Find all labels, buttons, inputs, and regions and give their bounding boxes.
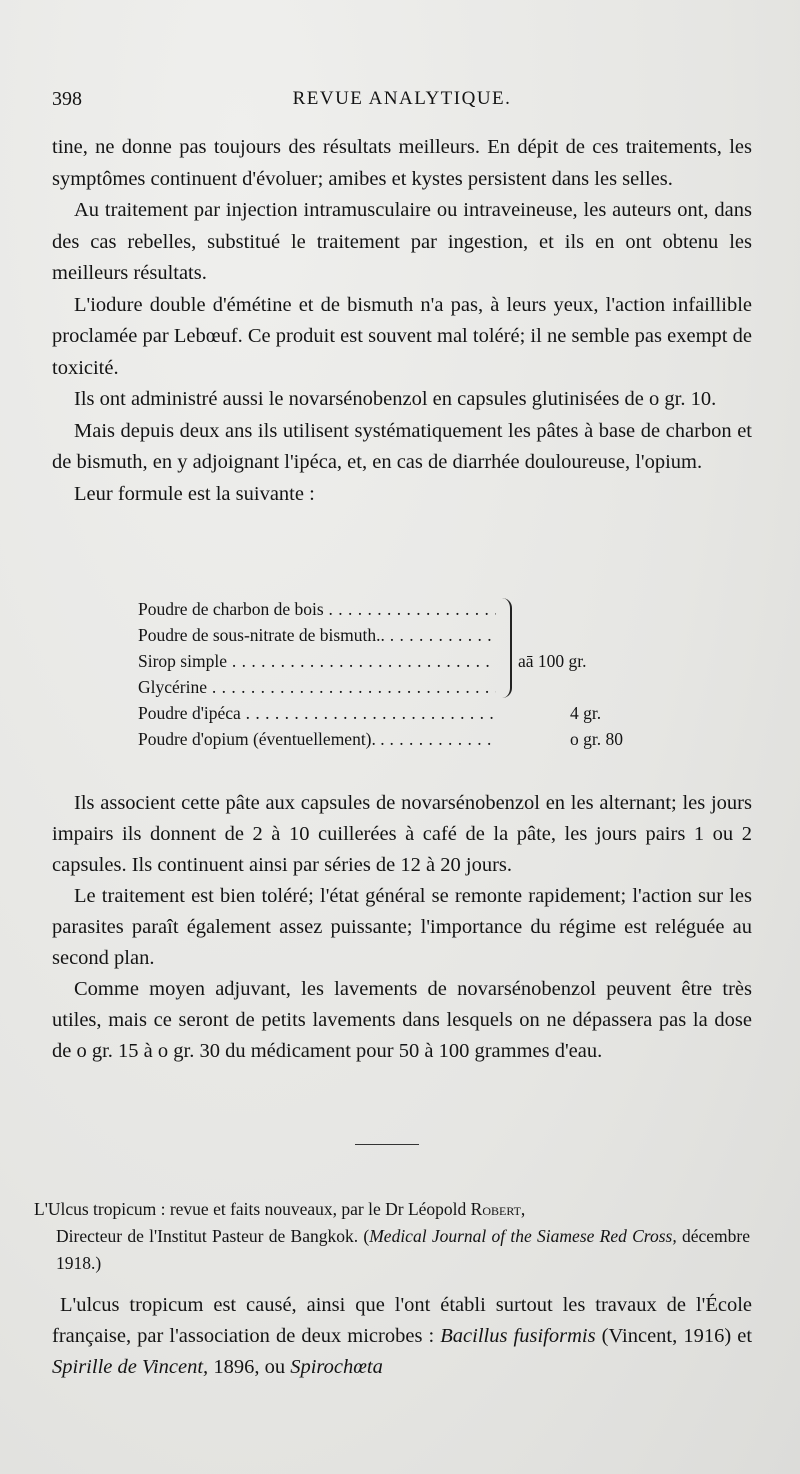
body-section-3 [52, 1290, 752, 1383]
reference-author-name: Robert, [470, 1199, 526, 1219]
formula-row [138, 726, 678, 752]
formula-ingredient: Sirop simple . . . [138, 648, 496, 674]
formula-ingredient: Poudre d'opium (éventuellement). . . . . [138, 726, 496, 752]
formula-brace [496, 598, 512, 698]
paragraph: L'iodure double d'émétine et de bismuth n'a pas, à leurs yeux, l'action infaillible proclamée par Lebœuf. Ce produit est souvent mal toléré; il ne semble pas exempt de toxicité. [52, 293, 752, 379]
body-section-2 [52, 788, 752, 1067]
reference-author-prefix: par le Dr Léopold [341, 1199, 467, 1219]
paragraph: Comme moyen adjuvant, les lavements de novarsénobenzol peuvent être très utiles, mais ce seront de petits lavements dans lesquels on ne dépassera pas la dose de o gr. 15 à o gr. 30 du médicament pour 50 à 100 grammes d'eau. [52, 978, 752, 1062]
section-separator [355, 1144, 419, 1145]
running-title: REVUE ANALYTIQUE. [292, 88, 512, 109]
species-name: Spirochœta [290, 1356, 383, 1378]
paragraph: Mais depuis deux ans ils utilisent systématiquement les pâtes à base de charbon et de bismuth, en y adjoignant l'ipéca, et, en cas de diarrhée douloureuse, l'opium. [52, 419, 752, 473]
formula-ingredient: Poudre de charbon de bois . . . [138, 596, 496, 622]
page-number: 398 [52, 88, 82, 110]
bibliographic-reference [34, 1196, 750, 1277]
formula-ingredient: Poudre d'ipéca . . . [138, 700, 496, 726]
formula-ingredient: Poudre de sous-nitrate de bismuth.. . . . [138, 622, 496, 648]
reference-date: décembre 1918.) [56, 1226, 750, 1273]
text-run: L'ulcus tropicum est causé, ainsi que l'ont établi surtout les travaux de l'École française, par l'association de deux microbes : [52, 1294, 752, 1347]
paragraph [52, 1290, 752, 1383]
paragraph: Ils ont administré aussi le novarsénobenzol en capsules glutinisées de o gr. 10. [74, 388, 717, 410]
formula-quantity: 4 gr. [570, 703, 602, 723]
reference-affiliation-line [34, 1223, 750, 1277]
formula-row [138, 648, 678, 674]
text-run: (Vincent, 1916) et [601, 1325, 753, 1347]
formula-table [138, 596, 678, 752]
paragraph: Leur formule est la suivante : [74, 482, 315, 505]
formula-row [138, 596, 678, 622]
formula-row [138, 674, 678, 700]
text-run: 1896, ou [213, 1356, 286, 1378]
paragraph: Le traitement est bien toléré; l'état général se remonte rapidement; l'action sur les parasites paraît également assez puissante; l'importance du régime est reléguée au second plan. [52, 885, 752, 969]
page-header [52, 88, 752, 118]
paragraph: Ils associent cette pâte aux capsules de novarsénobenzol en les alternant; les jours impairs ils donnent de 2 à 10 cuillerées à café de la pâte, les jours pairs 1 ou 2 capsules. Ils continuent ainsi par séries de 12 à 20 jours. [52, 792, 752, 876]
reference-journal: Medical Journal of the Siamese Red Cross, [369, 1226, 677, 1246]
paragraph: tine, ne donne pas toujours des résultats meilleurs. En dépit de ces traitements, les symptômes continuent d'évoluer; amibes et kystes persistent dans les selles. [52, 136, 752, 190]
body-section-1 [52, 132, 752, 510]
formula-quantity: o gr. 80 [570, 729, 623, 749]
paragraph: Au traitement par injection intramusculaire ou intraveineuse, les auteurs ont, dans des cas rebelles, substitué le traitement par ingestion, et ils en ont obtenu les meilleurs résultats. [52, 199, 752, 284]
formula-row [138, 700, 678, 726]
species-name: Bacillus fusiformis [440, 1325, 596, 1347]
formula-ingredient: Glycérine . . . [138, 674, 496, 700]
formula-row [138, 622, 678, 648]
species-name: Spirille de Vincent, [52, 1356, 209, 1378]
reference-affiliation: Directeur de l'Institut Pasteur de Bangkok. ( [56, 1226, 370, 1246]
formula-brace-quantity: aā 100 gr. [518, 651, 587, 671]
reference-title: L'Ulcus tropicum : revue et faits nouveaux, [34, 1199, 337, 1219]
